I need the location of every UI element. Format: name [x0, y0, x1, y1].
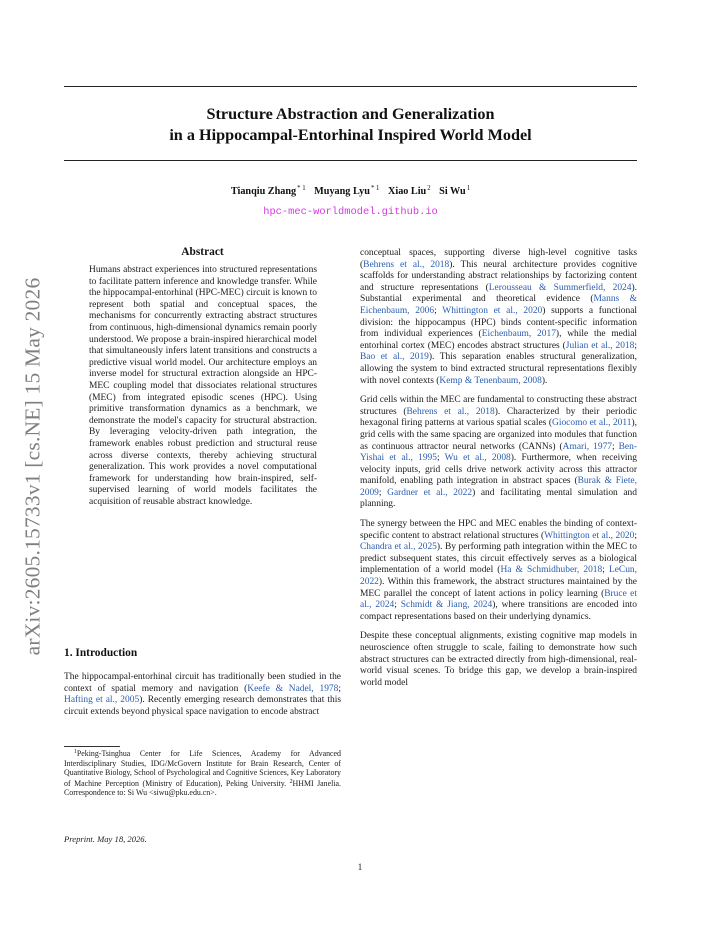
- citation-link[interactable]: Wu et al., 2008: [444, 453, 511, 464]
- citation-link[interactable]: Behrens et al., 2018: [406, 406, 495, 417]
- paragraph: conceptual spaces, supporting diverse high-level cognitive tasks (Behrens et al., 2018). This neural architecture provides cognitive scaffolds for understanding abstract relationships by factorizing content and structure representations (Lerousseau & Summerfield, 2024). Substantial experimental and theoretical evidence (Manns & Eichenbaum, 2006; Whittington et al., 2020) supports a functional division: the hippocampus (HPC) binds content-specific information from individual experiences (Eichenbaum, 2017), while the medial entorhinal cortex (MEC) encodes abstract structures (Julian et al., 2018; Bao et al., 2019). This separation enables structural generalization, allowing the system to bind extracted structural representations flexibly with novel contexts (Kemp & Tenenbaum, 2008).: [360, 248, 638, 386]
- author: Xiao Liu$^2$: [388, 185, 431, 197]
- citation-link[interactable]: Bao et al., 2019: [360, 352, 429, 363]
- title-line-1: Structure Abstraction and Generalization: [206, 105, 495, 123]
- citation-link[interactable]: Schmidt & Jiang, 2024: [400, 600, 493, 611]
- citation-link[interactable]: Hafting et al., 2005: [64, 695, 140, 706]
- citation-link[interactable]: Keefe & Nadel, 1978: [247, 683, 339, 694]
- footnote-text: $^1$Peking-Tsinghua Center for Life Sciences, Academy for Advanced Interdisciplinary Studies, IDG/McGovern Institute for Brain Research, Center of Quantitative Biology, School of Psychological and Cognitive Sciences, Key Laboratory of Machine Perception (Ministry of Education), Peking University. $^2$HHMI Janelia. Correspondence to: Si Wu <siwu@pku.edu.cn>.: [64, 749, 341, 798]
- author: Si Wu$^1$: [439, 185, 471, 197]
- project-url-link[interactable]: hpc-mec-worldmodel.github.io: [263, 206, 438, 218]
- citation-link[interactable]: Kemp & Tenenbaum, 2008: [439, 375, 542, 386]
- preprint-note: Preprint. May 18, 2026.: [64, 834, 147, 844]
- author-list: [64, 185, 637, 197]
- citation-link[interactable]: Ha & Schmidhuber, 2018: [500, 565, 603, 576]
- citation-link[interactable]: Lerousseau & Summerfield, 2024: [488, 282, 632, 293]
- citation-link[interactable]: LeCun, 2022: [360, 565, 637, 588]
- citation-link[interactable]: Ben-Yishai et al., 1995: [360, 441, 637, 464]
- paper-title: [64, 104, 637, 146]
- title-line-2: in a Hippocampal-Entorhinal Inspired World Model: [169, 126, 532, 144]
- paragraph: The synergy between the HPC and MEC enables the binding of context-specific content to abstract relational structures (Whittington et al., 2020; Chandra et al., 2025). By performing path integration within the MEC to predict subsequent states, this circuit effectively serves as a biological implementation of a world model (Ha & Schmidhuber, 2018; LeCun, 2022). Within this framework, the abstract structures maintained by the MEC parallel the concept of latent actions in policy learning (Bruce et al., 2024; Schmidt & Jiang, 2024), where transitions are encoded into compact representations based on their underlying dynamics.: [360, 519, 638, 622]
- paragraph: Grid cells within the MEC are fundamental to constructing these abstract structures (Behrens et al., 2018). Characterized by their periodic hexagonal firing patterns at various spatial scales (Giocomo et al., 2011), grid cells with the same spacing are organized into modules that function as continuous attractor neural networks (CANNs) (Amari, 1977; Ben-Yishai et al., 1995; Wu et al., 2008). Furthermore, when receiving velocity inputs, grid cells drive network activity across this attractor manifold, enabling path integration in abstract spaces (Burak & Fiete, 2009; Gardner et al., 2022) and facilitating mental simulation and planning.: [360, 395, 637, 510]
- abstract-text: Humans abstract experiences into structured representations to facilitate pattern inference and knowledge transfer. While the hippocampal-entorhinal (HPC-MEC) circuit is known to represent both spatial and conceptual spaces, the mechanisms for concurrently extracting abstract structures from continuous, high-dimensional dynamics remain poorly understood. We propose a brain-inspired hierarchical model that simultaneously infers latent transitions and constructs a predictive visual world model. Our architecture employs an inverse model for structural extraction alongside an HPC-MEC coupling model that dissociates relational structures (MEC) from integrated episodic scenes (HPC). Using primitive transformation dynamics as a benchmark, we demonstrate the model's capacity for structural abstraction. By leveraging velocity-driven path integration, the framework enables robust prediction and structural reuse across diverse contexts, thereby achieving structural generalization. This work provides a novel computational framework for understanding how brain-inspired, self-supervised learning of world models facilitates the acquisition of reusable abstract knowledge.: [89, 265, 317, 507]
- introduction-body: [64, 672, 341, 718]
- title-rule-top: [64, 86, 637, 87]
- citation-link[interactable]: Whittington et al., 2020: [544, 530, 635, 541]
- title-rule-bottom: [64, 160, 637, 161]
- arxiv-id-text: arXiv:2605.15733v1 [cs.NE] 15 May 2026: [20, 277, 45, 655]
- abstract-heading: Abstract: [181, 246, 224, 258]
- citation-link[interactable]: Manns & Eichenbaum, 2006: [360, 294, 637, 316]
- citation-link[interactable]: Gardner et al., 2022: [387, 487, 473, 498]
- citation-link[interactable]: Bruce et al., 2024: [360, 588, 637, 611]
- citation-link[interactable]: Behrens et al., 2018: [363, 259, 450, 270]
- citation-link[interactable]: Whittington et al., 2020: [442, 305, 543, 316]
- citation-link[interactable]: Giocomo et al., 2011: [552, 418, 632, 429]
- arxiv-identifier: [22, 256, 44, 676]
- right-column-body: [360, 248, 637, 689]
- footnote-divider: [64, 746, 120, 747]
- author: Muyang Lyu$^{* 1}$: [314, 185, 380, 197]
- citation-link[interactable]: Eichenbaum, 2017: [481, 329, 556, 340]
- citation-link[interactable]: Julian et al., 2018: [565, 340, 635, 351]
- citation-link[interactable]: Amari, 1977: [562, 441, 613, 452]
- citation-link[interactable]: Chandra et al., 2025: [360, 542, 437, 553]
- introduction-heading: 1. Introduction: [64, 647, 138, 659]
- abstract-body: [89, 265, 317, 508]
- paragraph: Despite these conceptual alignments, existing cognitive map models in neuroscience often struggle to scale, failing to demonstrate how such abstract structures can be extracted directly from high-dimensional, real-world visual scenes. To bridge this gap, we develop a brain-inspired world model: [360, 631, 637, 688]
- paragraph: The hippocampal-entorhinal circuit has traditionally been studied in the context of spatial memory and navigation (Keefe & Nadel, 1978; Hafting et al., 2005). Recently emerging research demonstrates that this circuit extends beyond physical space navigation to encode abstract: [64, 672, 341, 717]
- author: Tianqiu Zhang$^{* 1}$: [230, 185, 306, 197]
- page-number: 1: [357, 863, 363, 873]
- citation-link[interactable]: Burak & Fiete, 2009: [360, 476, 637, 498]
- affiliation-footnote: [64, 748, 341, 798]
